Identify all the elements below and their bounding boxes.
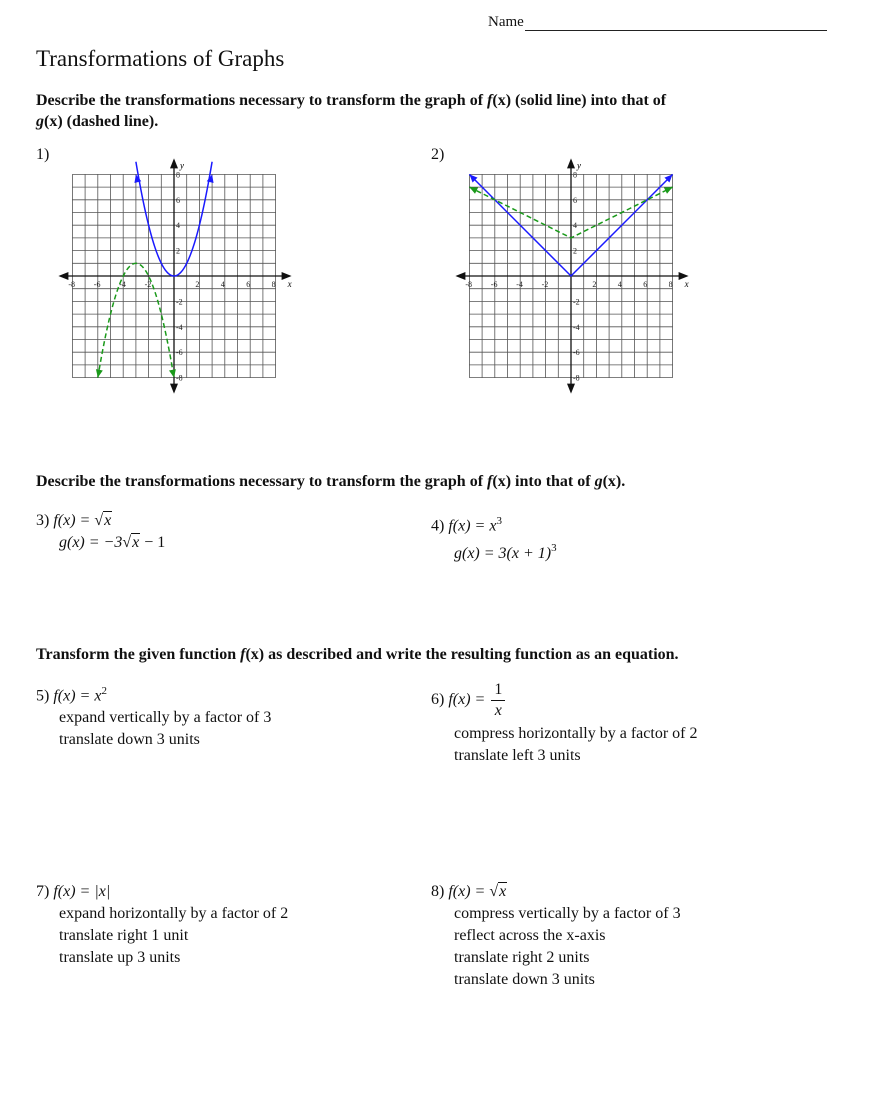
- x-tick-label: -6: [490, 280, 498, 289]
- sqrt-sign-icon: √x: [94, 512, 112, 529]
- problem-6: 6) f(x) = $\frac{1}{x}$ compress horizontally by a factor of 2 translate left 3 units: [431, 680, 697, 767]
- problem-5: 5) $f(x) = x^2$ expand vertically by a factor of 3 translate down 3 units: [36, 680, 271, 751]
- problem-6-steps: [454, 723, 697, 767]
- problem-7-steps: [59, 903, 288, 969]
- section1-instruction: Describe the transformations necessary to transform the graph of f(x) (solid line) into that of g(x) (dashed line).: [36, 92, 667, 130]
- y-axis-arrow-icon: [170, 158, 178, 168]
- x-axis-arrow-icon: [455, 272, 465, 280]
- name-label: Name: [488, 14, 524, 30]
- problem-3-g: g(x) = −3: [59, 534, 123, 551]
- graph-problem-2: [453, 155, 693, 395]
- problem-7-number: 7): [36, 883, 50, 900]
- y-tick-label: -2: [573, 297, 580, 307]
- section3-instruction: Transform the given function f(x) as described and write the resulting function as an equation.: [36, 646, 679, 663]
- x-axis-label: x: [287, 279, 292, 289]
- problem-7: 7) f(x) = |x| expand horizontally by a factor of 2 translate right 1 unit translate up 3 units: [36, 881, 288, 969]
- step: translate right 1 unit: [59, 927, 189, 944]
- x-tick-label: -2: [144, 280, 152, 289]
- y-tick-label: -8: [176, 373, 183, 383]
- x-tick-label: 2: [592, 280, 597, 289]
- x-tick-label: -2: [541, 280, 549, 289]
- page-title: Transformations of Graphs: [36, 46, 285, 71]
- y-tick-label: -6: [573, 348, 580, 358]
- problem-2-number: 2): [431, 146, 445, 163]
- x-tick-label: -4: [119, 280, 126, 289]
- y-tick-label: -2: [176, 297, 183, 307]
- y-axis-label: y: [180, 160, 184, 171]
- y-tick-label: -8: [573, 373, 580, 383]
- curve-arrowhead-icon: [96, 369, 103, 378]
- y-tick-label: 8: [573, 170, 577, 180]
- curve-arrowhead-icon: [169, 369, 176, 378]
- sqrt-sign-icon: √x: [122, 534, 140, 551]
- step: expand horizontally by a factor of 2: [59, 905, 289, 922]
- graph-problem-1: [56, 155, 296, 395]
- y-tick-label: -4: [573, 322, 580, 332]
- step: reflect across the x-axis: [454, 927, 606, 944]
- problem-3-f: f(x) =: [53, 512, 95, 529]
- x-tick-label: -8: [68, 280, 76, 289]
- problem-3-number: 3): [36, 512, 50, 529]
- step: compress vertically by a factor of 3: [454, 905, 681, 922]
- y-axis-arrow-icon: [567, 384, 575, 394]
- x-tick-label: 8: [271, 280, 276, 289]
- x-tick-label: 4: [617, 280, 622, 289]
- problem-8: 8) f(x) = √x compress vertically by a factor of 3 reflect across the x-axis translate right 2 units translate down 3 units: [431, 881, 681, 991]
- x-tick-label: 6: [246, 280, 251, 289]
- step: expand vertically by a factor of 3: [59, 709, 272, 727]
- y-tick-label: 2: [573, 246, 577, 256]
- step: translate right 2 units: [454, 949, 590, 966]
- step: translate down 3 units: [454, 971, 595, 988]
- x-tick-label: -6: [93, 280, 101, 289]
- y-tick-label: -4: [176, 322, 183, 332]
- x-tick-label: 4: [220, 280, 225, 289]
- name-blank-line: [525, 14, 827, 31]
- x-tick-label: 6: [643, 280, 648, 289]
- y-tick-label: 6: [573, 195, 577, 205]
- y-axis-arrow-icon: [567, 158, 575, 168]
- problem-5-number: 5): [36, 687, 50, 705]
- x-axis-label: x: [684, 279, 689, 289]
- step: translate left 3 units: [454, 747, 581, 764]
- fraction: $\frac{1}{x}$: [491, 680, 505, 721]
- x-tick-label: 8: [668, 280, 673, 289]
- sqrt-sign-icon: √x: [489, 883, 507, 900]
- y-axis-arrow-icon: [170, 384, 178, 394]
- x-tick-label: 2: [195, 280, 200, 289]
- y-tick-label: 4: [176, 221, 180, 231]
- step: translate down 3 units: [59, 731, 200, 749]
- problem-3: 3) f(x) = √x g(x) = −3√x − 1: [36, 510, 165, 554]
- y-axis-label: y: [577, 160, 581, 171]
- section2-instruction: Describe the transformations necessary to transform the graph of f(x) into that of g(x).: [36, 473, 626, 490]
- y-tick-label: 8: [176, 170, 180, 180]
- x-axis-arrow-icon: [58, 272, 68, 280]
- step: translate up 3 units: [59, 949, 181, 966]
- step: compress horizontally by a factor of 2: [454, 725, 698, 742]
- problem-6-number: 6): [431, 691, 445, 709]
- y-tick-label: 2: [176, 246, 180, 256]
- x-tick-label: -4: [516, 280, 523, 289]
- problem-5-steps: [59, 707, 271, 751]
- x-tick-label: -8: [465, 280, 473, 289]
- y-tick-label: -6: [176, 348, 183, 358]
- problem-4-number: 4): [431, 517, 445, 535]
- problem-1-number: 1): [36, 146, 50, 163]
- y-tick-label: 6: [176, 195, 180, 205]
- y-tick-label: 4: [573, 221, 577, 231]
- problem-8-number: 8): [431, 883, 445, 900]
- problem-4: 4) $f(x) = x^3$ $g(x) = 3(x + 1)^3$: [431, 515, 557, 562]
- problem-8-steps: [454, 903, 681, 991]
- name-field: [488, 14, 827, 31]
